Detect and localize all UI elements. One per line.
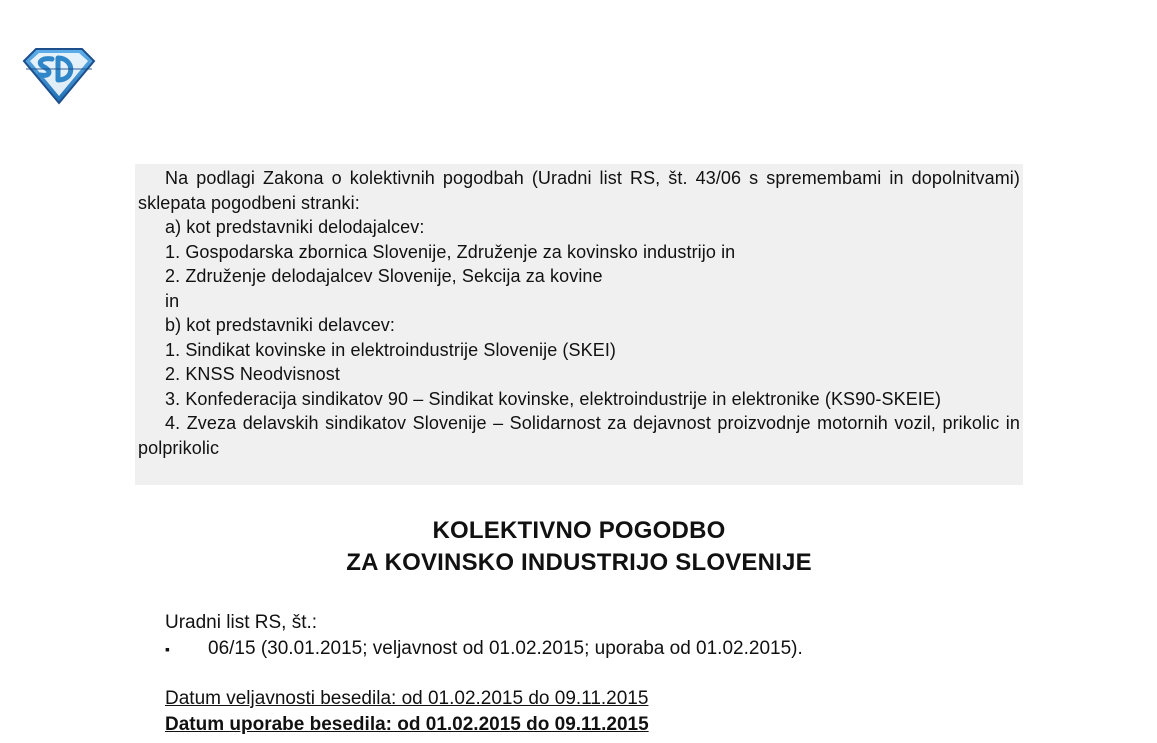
gazette-entry: 06/15 (30.01.2015; veljavnost od 01.02.2015; uporaba od 01.02.2015). bbox=[208, 638, 803, 659]
document-title bbox=[135, 515, 1023, 579]
gazette-entry-row bbox=[165, 636, 803, 662]
logo-emblem-icon bbox=[22, 47, 96, 105]
employer-item: 1. Gospodarska zbornica Slovenije, Združenje za kovinsko industrijo in bbox=[165, 241, 736, 262]
validity-date-text: Datum veljavnosti besedila: od 01.02.2015 do 09.11.2015 bbox=[165, 688, 649, 709]
title-line-1: KOLEKTIVNO POGODBO bbox=[432, 517, 726, 544]
worker-item: 3. Konfederacija sindikatov 90 – Sindikat kovinske, elektroindustrije in elektronike (KS90-SKEIE) bbox=[165, 388, 942, 409]
worker-item: 4. Zveza delavskih sindikatov Slovenije – Solidarnost za dejavnost proizvodnje motornih vozil, prikolic in polprikolic bbox=[138, 413, 1020, 458]
worker-item: 2. KNSS Neodvisnost bbox=[165, 364, 340, 384]
validity-dates bbox=[165, 686, 649, 738]
preamble-block bbox=[135, 164, 1023, 485]
gazette-reference bbox=[165, 610, 803, 662]
bullet-icon: ▪ bbox=[165, 641, 170, 657]
preamble-intro: Na podlagi Zakona o kolektivnih pogodbah (Uradni list RS, št. 43/06 s spremembami in dopolnitvami) sklepata pogodbeni stranki: bbox=[138, 168, 1020, 213]
gazette-label: Uradni list RS, št.: bbox=[165, 612, 318, 633]
conjunction-text: in bbox=[165, 290, 180, 311]
workers-heading: b) kot predstavniki delavcev: bbox=[165, 315, 396, 335]
employers-heading: a) kot predstavniki delodajalcev: bbox=[165, 217, 425, 237]
title-line-2: ZA KOVINSKO INDUSTRIJO SLOVENIJE bbox=[346, 549, 812, 576]
worker-item: 1. Sindikat kovinske in elektroindustrije Slovenije (SKEI) bbox=[165, 339, 617, 360]
employer-item: 2. Združenje delodajalcev Slovenije, Sekcija za kovine bbox=[165, 266, 603, 286]
use-date-text: Datum uporabe besedila: od 01.02.2015 do 09.11.2015 bbox=[165, 714, 649, 735]
